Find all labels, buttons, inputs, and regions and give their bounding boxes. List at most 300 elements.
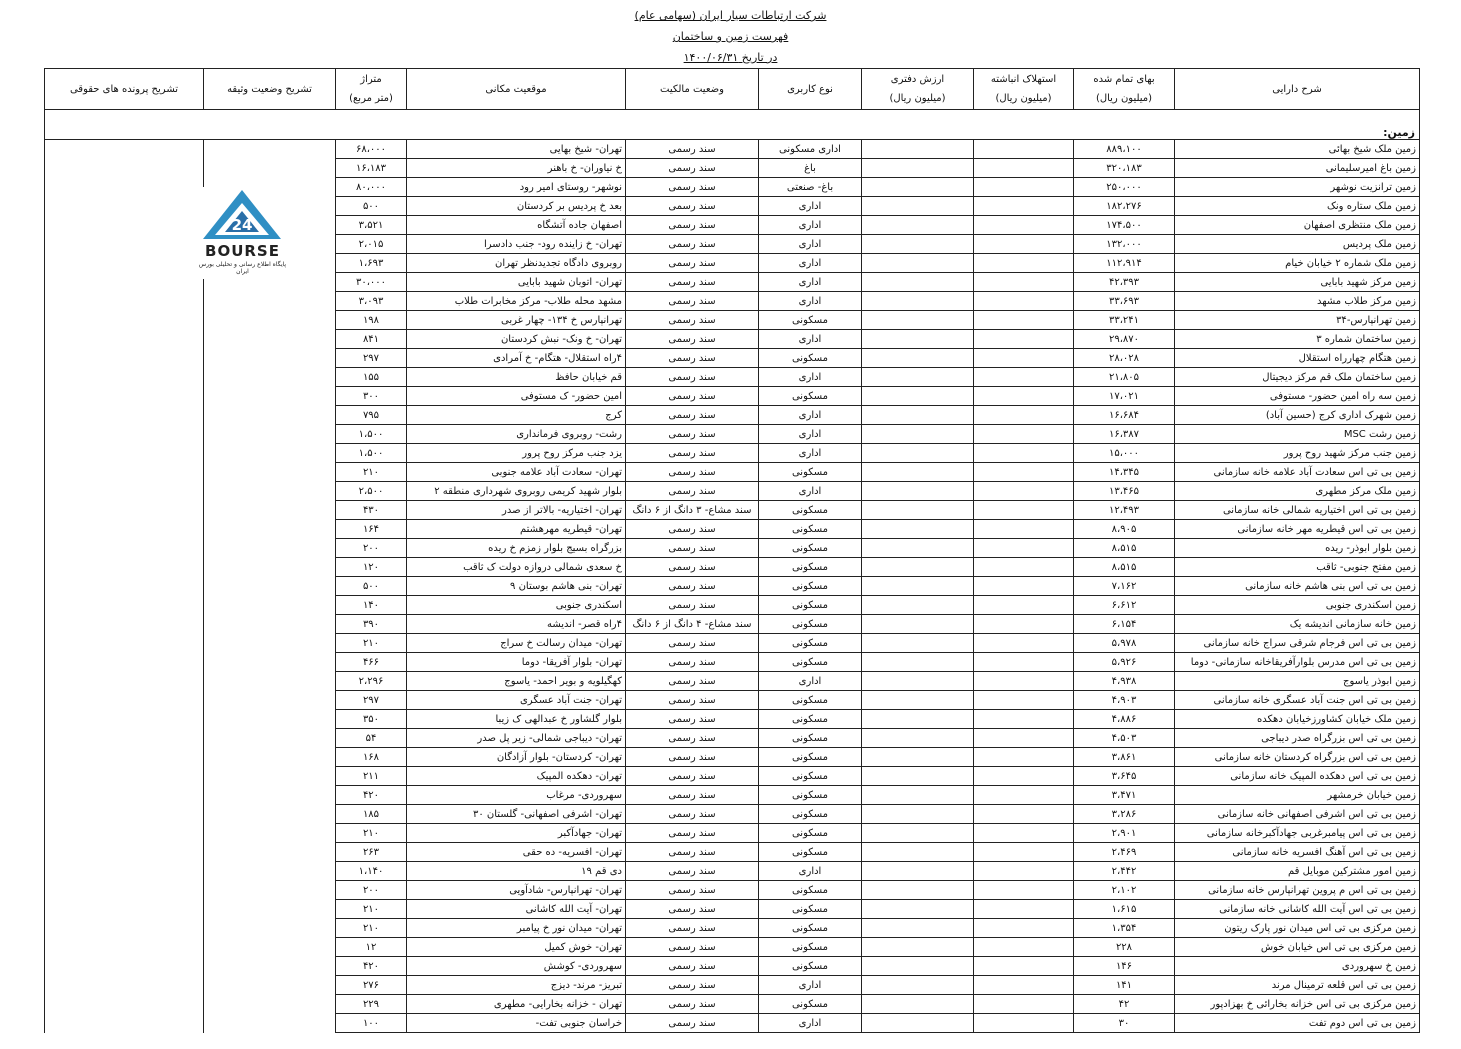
depreciation-cell <box>974 596 1074 615</box>
depreciation-cell <box>974 862 1074 881</box>
legal-cell <box>45 425 204 444</box>
asset-description: زمین ملک شیخ بهائی <box>1175 140 1420 159</box>
header-row <box>45 69 1420 110</box>
location: تهران- خ ونک- نبش کردستان <box>407 330 626 349</box>
cost-value: ۱۲،۴۹۳ <box>1074 501 1175 520</box>
book-value-cell <box>862 729 974 748</box>
ownership-status: سند رسمی <box>626 387 759 406</box>
depreciation-cell <box>974 729 1074 748</box>
mortgage-cell <box>204 748 336 767</box>
usage-type: مسکونی <box>759 938 862 957</box>
ownership-status: سند رسمی <box>626 710 759 729</box>
legal-cell <box>45 292 204 311</box>
legal-cell <box>45 558 204 577</box>
area-value: ۲۲۹ <box>336 995 407 1014</box>
col-depreciation: استهلاک انباشته (میلیون ریال) <box>974 69 1074 110</box>
col-mortgage: تشریح وضعیت وثیقه <box>204 69 336 110</box>
depreciation-cell <box>974 938 1074 957</box>
usage-type: اداری <box>759 197 862 216</box>
legal-cell <box>45 691 204 710</box>
usage-type: اداری <box>759 368 862 387</box>
location: کرج <box>407 406 626 425</box>
asset-description: زمین امور مشترکین موبایل قم <box>1175 862 1420 881</box>
usage-type: مسکونی <box>759 520 862 539</box>
cost-value: ۱۶،۳۸۷ <box>1074 425 1175 444</box>
area-value: ۱،۵۰۰ <box>336 444 407 463</box>
usage-type: اداری <box>759 482 862 501</box>
mortgage-cell <box>204 805 336 824</box>
table-row <box>45 615 1420 634</box>
depreciation-cell <box>974 254 1074 273</box>
book-value-cell <box>862 615 974 634</box>
depreciation-cell <box>974 881 1074 900</box>
table-row <box>45 862 1420 881</box>
location: مشهد محله طلاب- مرکز مخابرات طلاب <box>407 292 626 311</box>
legal-cell <box>45 995 204 1014</box>
company-title: شرکت ارتباطات سیار ایران (سهامی عام) <box>634 9 827 22</box>
legal-cell <box>45 786 204 805</box>
usage-type: باغ- صنعتی <box>759 178 862 197</box>
area-value: ۳۹۰ <box>336 615 407 634</box>
ownership-status: سند رسمی <box>626 273 759 292</box>
table-row <box>45 501 1420 520</box>
logo-name: BOURSE <box>205 242 280 260</box>
area-value: ۲۶۳ <box>336 843 407 862</box>
area-value: ۸۴۱ <box>336 330 407 349</box>
table-row <box>45 520 1420 539</box>
ownership-status: سند رسمی <box>626 938 759 957</box>
legal-cell <box>45 520 204 539</box>
legal-cell <box>45 216 204 235</box>
location: کهگیلویه و بویر احمد- یاسوج <box>407 672 626 691</box>
col-location: موقعیت مکانی <box>407 69 626 110</box>
table-row <box>45 444 1420 463</box>
legal-cell <box>45 539 204 558</box>
asset-description: زمین بی تی اس مدرس بلوارآفریقاخانه سازمانی- دوما <box>1175 653 1420 672</box>
legal-cell <box>45 596 204 615</box>
ownership-status: سند رسمی <box>626 197 759 216</box>
depreciation-cell <box>974 843 1074 862</box>
mortgage-cell <box>204 425 336 444</box>
depreciation-cell <box>974 501 1074 520</box>
area-value: ۱۶،۱۸۳ <box>336 159 407 178</box>
table-row <box>45 691 1420 710</box>
mortgage-cell <box>204 957 336 976</box>
location: تهران- اختیاریه- بالاتر از صدر <box>407 501 626 520</box>
area-value: ۱۲۰ <box>336 558 407 577</box>
cost-value: ۵،۹۲۶ <box>1074 653 1175 672</box>
location: ۴راه استقلال- هتگام- خ آمرادی <box>407 349 626 368</box>
area-value: ۲،۲۹۶ <box>336 672 407 691</box>
legal-cell <box>45 197 204 216</box>
asset-description: زمین ملک شماره ۲ خیابان خیام <box>1175 254 1420 273</box>
ownership-status: سند رسمی <box>626 824 759 843</box>
asset-description: زمین بی تی اس بزرگراه صدر دیباجی <box>1175 729 1420 748</box>
ownership-status: سند رسمی <box>626 254 759 273</box>
depreciation-cell <box>974 710 1074 729</box>
cost-value: ۳۳،۲۴۱ <box>1074 311 1175 330</box>
col-book-value: ارزش دفتری (میلیون ریال) <box>862 69 974 110</box>
asset-description: زمین ملک مرکز مطهری <box>1175 482 1420 501</box>
cost-value: ۲۸،۰۲۸ <box>1074 349 1175 368</box>
table-row <box>45 995 1420 1014</box>
asset-description: زمین ساختمان ملک قم مرکز دیجیتال <box>1175 368 1420 387</box>
mortgage-cell <box>204 615 336 634</box>
location: تهران- بلوار آفریقا- دوما <box>407 653 626 672</box>
depreciation-cell <box>974 463 1074 482</box>
location: خ نیاوران- خ باهنر <box>407 159 626 178</box>
depreciation-cell <box>974 311 1074 330</box>
ownership-status: سند رسمی <box>626 178 759 197</box>
book-value-cell <box>862 900 974 919</box>
legal-cell <box>45 444 204 463</box>
area-value: ۲۱۰ <box>336 919 407 938</box>
ownership-status: سند رسمی <box>626 767 759 786</box>
table-row <box>45 881 1420 900</box>
ownership-status: سند رسمی <box>626 748 759 767</box>
book-value-cell <box>862 596 974 615</box>
area-value: ۲۱۰ <box>336 900 407 919</box>
asset-description: زمین ملک ستاره ونک <box>1175 197 1420 216</box>
legal-cell <box>45 273 204 292</box>
book-value-cell <box>862 159 974 178</box>
depreciation-cell <box>974 216 1074 235</box>
table-row <box>45 900 1420 919</box>
mortgage-cell <box>204 311 336 330</box>
location: تهران- دهکده المپیک <box>407 767 626 786</box>
book-value-cell <box>862 824 974 843</box>
usage-type: مسکونی <box>759 995 862 1014</box>
legal-cell <box>45 805 204 824</box>
book-value-cell <box>862 197 974 216</box>
logo-tagline: پایگاه اطلاع رسانی و تحلیلی بورس ایران <box>198 261 287 275</box>
depreciation-cell <box>974 805 1074 824</box>
location: سهروردی- مرغاب <box>407 786 626 805</box>
book-value-cell <box>862 862 974 881</box>
location: تهران- افسریه- ده حقی <box>407 843 626 862</box>
ownership-status: سند رسمی <box>626 634 759 653</box>
location: تهران- شیخ بهایی <box>407 140 626 159</box>
report-date: در تاریخ ۱۴۰۰/۰۶/۳۱ <box>683 51 778 64</box>
area-value: ۳۵۰ <box>336 710 407 729</box>
legal-cell <box>45 672 204 691</box>
asset-description: زمین بی تی اس م پروین تهرانپارس خانه سازمانی <box>1175 881 1420 900</box>
location: اسکندری جنوبی <box>407 596 626 615</box>
table-row <box>45 1014 1420 1033</box>
asset-description: زمین بی تی اس دوم تفت <box>1175 1014 1420 1033</box>
cost-value: ۱۱۲،۹۱۴ <box>1074 254 1175 273</box>
table-row <box>45 767 1420 786</box>
asset-description: زمین بی تی اس فرجام شرقی سراج خانه سازمانی <box>1175 634 1420 653</box>
legal-cell <box>45 976 204 995</box>
mortgage-cell <box>204 995 336 1014</box>
location: تهران- جنت آباد عسگری <box>407 691 626 710</box>
cost-value: ۲،۹۰۱ <box>1074 824 1175 843</box>
ownership-status: سند رسمی <box>626 729 759 748</box>
ownership-status: سند رسمی <box>626 444 759 463</box>
cost-value: ۲،۱۰۲ <box>1074 881 1175 900</box>
depreciation-cell <box>974 349 1074 368</box>
mortgage-cell <box>204 1014 336 1033</box>
ownership-status: سند رسمی <box>626 653 759 672</box>
area-value: ۱۵۵ <box>336 368 407 387</box>
location: تهران- خ زاینده رود- جنب دادسرا <box>407 235 626 254</box>
book-value-cell <box>862 539 974 558</box>
usage-type: اداری <box>759 235 862 254</box>
ownership-status: سند رسمی <box>626 558 759 577</box>
legal-cell <box>45 349 204 368</box>
book-value-cell <box>862 710 974 729</box>
location: ۴راه قصر- اندیشه <box>407 615 626 634</box>
legal-cell <box>45 710 204 729</box>
cost-value: ۳۳،۶۹۳ <box>1074 292 1175 311</box>
cost-value: ۱،۳۵۴ <box>1074 919 1175 938</box>
table-row <box>45 805 1420 824</box>
depreciation-cell <box>974 273 1074 292</box>
cost-value: ۱۳،۴۶۵ <box>1074 482 1175 501</box>
legal-cell <box>45 862 204 881</box>
area-value: ۱۰۰ <box>336 1014 407 1033</box>
asset-description: زمین بلوار ابوذر- ریده <box>1175 539 1420 558</box>
usage-type: مسکونی <box>759 729 862 748</box>
section-label: زمین: <box>45 110 1420 140</box>
cost-value: ۱۷،۰۲۱ <box>1074 387 1175 406</box>
usage-type: اداری <box>759 273 862 292</box>
legal-cell <box>45 919 204 938</box>
cost-value: ۱۴،۳۴۵ <box>1074 463 1175 482</box>
mortgage-cell <box>204 976 336 995</box>
cost-value: ۳۲۰،۱۸۳ <box>1074 159 1175 178</box>
book-value-cell <box>862 273 974 292</box>
col-desc: شرح دارایی <box>1175 69 1420 110</box>
usage-type: مسکونی <box>759 710 862 729</box>
book-value-cell <box>862 672 974 691</box>
legal-cell <box>45 634 204 653</box>
usage-type: اداری <box>759 292 862 311</box>
usage-type: مسکونی <box>759 900 862 919</box>
area-value: ۱۴۰ <box>336 596 407 615</box>
cost-value: ۳،۸۶۱ <box>1074 748 1175 767</box>
book-value-cell <box>862 577 974 596</box>
ownership-status: سند رسمی <box>626 292 759 311</box>
depreciation-cell <box>974 577 1074 596</box>
mortgage-cell <box>204 596 336 615</box>
area-value: ۳،۰۹۳ <box>336 292 407 311</box>
cost-value: ۱۳۲،۰۰۰ <box>1074 235 1175 254</box>
usage-type: اداری <box>759 976 862 995</box>
cost-value: ۳،۲۸۶ <box>1074 805 1175 824</box>
book-value-cell <box>862 634 974 653</box>
asset-description: زمین ملک پردیس <box>1175 235 1420 254</box>
cost-value: ۱۴۱ <box>1074 976 1175 995</box>
ownership-status: سند رسمی <box>626 995 759 1014</box>
table-row <box>45 577 1420 596</box>
area-value: ۲۰۰ <box>336 539 407 558</box>
asset-description: زمین بی تی اس اشرفی اصفهانی خانه سازمانی <box>1175 805 1420 824</box>
book-value-cell <box>862 292 974 311</box>
book-value-cell <box>862 387 974 406</box>
table-row <box>45 311 1420 330</box>
ownership-status: سند رسمی <box>626 140 759 159</box>
cost-value: ۸۸۹،۱۰۰ <box>1074 140 1175 159</box>
book-value-cell <box>862 444 974 463</box>
mortgage-cell <box>204 710 336 729</box>
area-value: ۲۱۰ <box>336 463 407 482</box>
location: تهران- میدان نور خ پیامبر <box>407 919 626 938</box>
location: تهران- دیباجی شمالی- زیر پل صدر <box>407 729 626 748</box>
usage-type: مسکونی <box>759 691 862 710</box>
asset-description: زمین ترانزیت نوشهر <box>1175 178 1420 197</box>
depreciation-cell <box>974 691 1074 710</box>
book-value-cell <box>862 482 974 501</box>
table-row <box>45 482 1420 501</box>
depreciation-cell <box>974 900 1074 919</box>
col-area: متراژ (متر مربع) <box>336 69 407 110</box>
cost-value: ۲،۴۶۹ <box>1074 843 1175 862</box>
col-legal: تشریح پرونده های حقوقی <box>45 69 204 110</box>
area-value: ۴۶۶ <box>336 653 407 672</box>
location: روبروی دادگاه تجدیدنظر تهران <box>407 254 626 273</box>
location: اصفهان جاده آتشگاه <box>407 216 626 235</box>
location: تهران- تهرانپارس- شادآویی <box>407 881 626 900</box>
usage-type: مسکونی <box>759 349 862 368</box>
legal-cell <box>45 653 204 672</box>
ownership-status: سند رسمی <box>626 672 759 691</box>
mortgage-cell <box>204 387 336 406</box>
book-value-cell <box>862 425 974 444</box>
depreciation-cell <box>974 767 1074 786</box>
mortgage-cell <box>204 881 336 900</box>
book-value-cell <box>862 406 974 425</box>
table-row <box>45 672 1420 691</box>
depreciation-cell <box>974 482 1074 501</box>
mortgage-cell <box>204 634 336 653</box>
usage-type: مسکونی <box>759 957 862 976</box>
location: امین حضور- ک مستوفی <box>407 387 626 406</box>
usage-type: باغ <box>759 159 862 178</box>
asset-description: زمین ملک خیابان کشاورزخیابان دهکده <box>1175 710 1420 729</box>
ownership-status: سند رسمی <box>626 976 759 995</box>
col-use: نوع کاربری <box>759 69 862 110</box>
book-value-cell <box>862 653 974 672</box>
cost-value: ۳،۴۷۱ <box>1074 786 1175 805</box>
area-value: ۷۹۵ <box>336 406 407 425</box>
area-value: ۲۱۰ <box>336 824 407 843</box>
usage-type: مسکونی <box>759 311 862 330</box>
cost-value: ۶،۱۵۴ <box>1074 615 1175 634</box>
bourse-logo-mark <box>197 187 288 243</box>
book-value-cell <box>862 140 974 159</box>
section-row-land <box>45 110 1420 140</box>
asset-description: زمین مرکز طلاب مشهد <box>1175 292 1420 311</box>
asset-description: زمین بی تی اس آهنگ افسریه خانه سازمانی <box>1175 843 1420 862</box>
depreciation-cell <box>974 957 1074 976</box>
asset-description: زمین مفتح جنوبی- ثاقب <box>1175 558 1420 577</box>
area-value: ۱۸۵ <box>336 805 407 824</box>
col-ownership: وضعیت مالکیت <box>626 69 759 110</box>
cost-value: ۵،۹۷۸ <box>1074 634 1175 653</box>
table-row <box>45 387 1420 406</box>
asset-description: زمین خیابان خرمشهر <box>1175 786 1420 805</box>
book-value-cell <box>862 178 974 197</box>
table-row <box>45 824 1420 843</box>
ownership-status: سند رسمی <box>626 862 759 881</box>
location: تهران- اتوبان شهید بابایی <box>407 273 626 292</box>
book-value-cell <box>862 786 974 805</box>
area-value: ۳۰،۰۰۰ <box>336 273 407 292</box>
legal-cell <box>45 330 204 349</box>
area-value: ۳،۵۲۱ <box>336 216 407 235</box>
legal-cell <box>45 406 204 425</box>
usage-type: مسکونی <box>759 577 862 596</box>
usage-type: اداری <box>759 1014 862 1033</box>
mortgage-cell <box>204 558 336 577</box>
asset-description: زمین هتگام چهارراه استقلال <box>1175 349 1420 368</box>
legal-cell <box>45 748 204 767</box>
mortgage-cell <box>204 520 336 539</box>
area-value: ۱۹۸ <box>336 311 407 330</box>
book-value-cell <box>862 691 974 710</box>
table-row <box>45 292 1420 311</box>
legal-cell <box>45 235 204 254</box>
legal-cell <box>45 938 204 957</box>
usage-type: اداری <box>759 330 862 349</box>
ownership-status: سند رسمی <box>626 596 759 615</box>
asset-description: زمین باغ امیرسلیمانی <box>1175 159 1420 178</box>
asset-description: زمین ابوذر یاسوج <box>1175 672 1420 691</box>
location: تهرانپارس خ ۱۳۴- چهار غربی <box>407 311 626 330</box>
depreciation-cell <box>974 634 1074 653</box>
ownership-status: سند رسمی <box>626 368 759 387</box>
depreciation-cell <box>974 387 1074 406</box>
asset-description: زمین بی تی اس جنت آباد عسگری خانه سازمانی <box>1175 691 1420 710</box>
asset-description: زمین بی تی اس آیت الله کاشانی خانه سازمانی <box>1175 900 1420 919</box>
depreciation-cell <box>974 539 1074 558</box>
asset-description: زمین بی تی اس قیطریه مهر خانه سازمانی <box>1175 520 1420 539</box>
book-value-cell <box>862 558 974 577</box>
usage-type: اداری <box>759 862 862 881</box>
mortgage-cell <box>204 406 336 425</box>
mortgage-cell <box>204 501 336 520</box>
ownership-status: سند رسمی <box>626 216 759 235</box>
usage-type: مسکونی <box>759 539 862 558</box>
mortgage-cell <box>204 292 336 311</box>
area-value: ۲۹۷ <box>336 691 407 710</box>
location: رشت- روبروی فرمانداری <box>407 425 626 444</box>
usage-type: مسکونی <box>759 653 862 672</box>
book-value-cell <box>862 254 974 273</box>
usage-type: اداری مسکونی <box>759 140 862 159</box>
area-value: ۱۶۴ <box>336 520 407 539</box>
cost-value: ۴،۹۰۳ <box>1074 691 1175 710</box>
table-row <box>45 558 1420 577</box>
depreciation-cell <box>974 1014 1074 1033</box>
mortgage-cell <box>204 482 336 501</box>
mortgage-cell <box>204 444 336 463</box>
area-value: ۲،۵۰۰ <box>336 482 407 501</box>
asset-description: زمین بی تی اس دهکده المپیک خانه سازمانی <box>1175 767 1420 786</box>
asset-description: زمین بی تی اس پیامبرغربی جهادآکبرخانه سازمانی <box>1175 824 1420 843</box>
asset-description: زمین بی تی اس بزرگراه کردستان خانه سازمانی <box>1175 748 1420 767</box>
cost-value: ۱۶،۶۸۴ <box>1074 406 1175 425</box>
location: تهران - خزانه بخارایی- مطهری <box>407 995 626 1014</box>
location: خ سعدی شمالی دروازه دولت ک ثاقب <box>407 558 626 577</box>
asset-description: زمین اسکندری جنوبی <box>1175 596 1420 615</box>
table-row <box>45 748 1420 767</box>
mortgage-cell <box>204 672 336 691</box>
depreciation-cell <box>974 748 1074 767</box>
ownership-status: سند رسمی <box>626 482 759 501</box>
